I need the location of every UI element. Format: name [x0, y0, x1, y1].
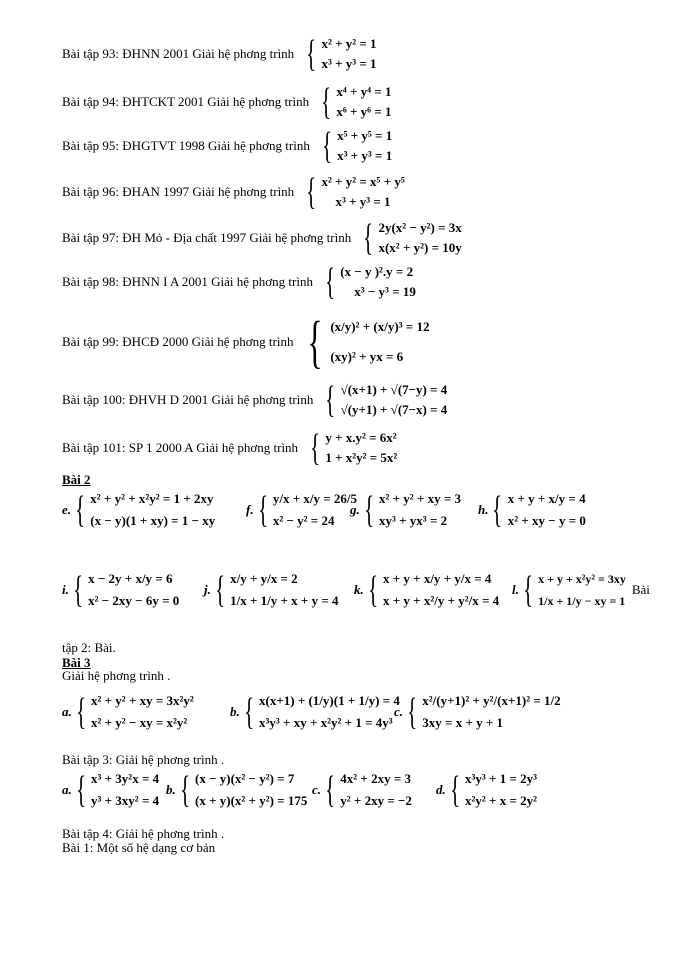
exercise-label: Bài tập 94: ĐHTCKT 2001 Giải hệ phơng trình — [62, 94, 310, 109]
equation-system: { x⁴ + y⁴ = 1 x⁶ + y⁶ = 1 — [321, 81, 392, 123]
equation-system: { √(x+1) + √(7−y) = 4 √(y+1) + √(7−x) = 4 — [325, 379, 448, 421]
system-f: f. { y/x + x/y = 26/5 x² − y² = 24 — [246, 489, 357, 531]
exercise-label: Bài tập 93: ĐHNN 2001 Giải hệ phơng trình — [62, 46, 295, 61]
system-h: h. { x + y + x/y = 4 x² + xy − y = 0 — [478, 489, 586, 531]
equation: x + y + x/y = 4 — [507, 491, 586, 506]
equation: x(x+1) + (1/y)(1 + 1/y) = 4 — [259, 693, 400, 708]
exercise-101 — [62, 428, 397, 468]
equation: y³ + 3xy² = 4 — [91, 793, 160, 808]
equation: y² + 2xy = −2 — [340, 793, 412, 808]
equation-system: { 2y(x² − y²) = 3x x(x² + y²) = 10y — [363, 217, 462, 259]
system-j: j. { x/y + y/x = 2 1/x + 1/y + x + y = 4 — [204, 569, 339, 611]
system-4d: d. { x³y³ + 1 = 2y³ x²y² + x = 2y² — [436, 769, 538, 811]
equation: x⁴ + y⁴ = 1 — [336, 84, 392, 99]
equation: (x/y)² + (x/y)³ = 12 — [330, 319, 430, 334]
exercise-100 — [62, 380, 447, 420]
exercise-label: Bài tập 96: ĐHAN 1997 Giải hệ phơng trình — [62, 184, 295, 199]
system-3c: c. { x²/(y+1)² + y²/(x+1)² = 1/2 3xy = x + y + 1 — [394, 691, 561, 733]
exercise-96 — [62, 172, 405, 212]
equation: x + y + x²/y + y²/x = 4 — [383, 593, 500, 608]
equation: y + x.y² = 6x² — [325, 430, 397, 445]
equation: 1 + x²y² = 5x² — [325, 450, 398, 465]
equation: y/x + x/y = 26/5 — [272, 491, 357, 506]
equation: x⁵ + y⁵ = 1 — [337, 128, 393, 143]
equation: x² − y² = 24 — [272, 513, 335, 528]
caption-bai-tap-3: Bài tập 3: Giải hệ phơng trình . — [62, 752, 225, 767]
equation: (x − y)(1 + xy) = 1 − xy — [90, 513, 216, 528]
exercise-label: Bài tập 95: ĐHGTVT 1998 Giải hệ phơng trình — [62, 138, 310, 153]
equation: x² + y² = 1 — [321, 36, 377, 51]
equation-system: { x² + y² = x⁵ + y⁵ x³ + y³ = 1 — [306, 171, 405, 213]
equation: x + y + x/y + y/x = 4 — [383, 571, 492, 586]
equation: x³ + y³ = 1 — [335, 194, 391, 209]
trailing-text: Bài — [631, 582, 650, 597]
system-3b: b. { x(x+1) + (1/y)(1 + 1/y) = 4 x³y³ + xy + x²y² + 1 = 4y³ — [230, 691, 400, 733]
exercise-93 — [62, 34, 377, 74]
equation-system: { x² + y² = 1 x³ + y³ = 1 — [306, 33, 377, 75]
equation: x³ − y³ = 19 — [354, 284, 416, 299]
section-bai-1: Bài 1: Một số hệ dạng cơ bản — [62, 840, 216, 855]
system-4c: c. { 4x² + 2xy = 3 y² + 2xy = −2 — [312, 769, 412, 811]
equation: xy³ + yx³ = 2 — [379, 513, 448, 528]
exercise-label: Bài tập 99: ĐHCĐ 2000 Giải hệ phơng trình — [62, 334, 294, 349]
equation-system: { (x − y )².y = 2 x³ − y³ = 19 — [325, 261, 416, 303]
equation: 2y(x² − y²) = 3x — [378, 220, 462, 235]
equation: 3xy = x + y + 1 — [422, 715, 504, 730]
equation: x² + y² + xy = 3 — [379, 491, 462, 506]
exercise-98 — [62, 262, 416, 302]
equation: x³y³ + xy + x²y² + 1 = 4y³ — [259, 715, 393, 730]
equation: x²y² + x = 2y² — [465, 793, 538, 808]
equation: 4x² + 2xy = 3 — [340, 771, 411, 786]
equation-system: { y + x.y² = 6x² 1 + x²y² = 5x² — [310, 427, 398, 469]
exercise-label: Bài tập 101: SP 1 2000 A Giải hệ phơng trình — [62, 440, 299, 455]
equation: x³ + y³ = 1 — [321, 56, 377, 71]
equation: (x − y )².y = 2 — [340, 264, 414, 279]
system-k: k. { x + y + x/y + y/x = 4 x + y + x²/y + y²/x = 4 — [354, 569, 500, 611]
equation-system: { (x/y)² + (x/y)³ = 12 (xy)² + yx = 6 — [307, 309, 430, 374]
equation: x³ + 3y²x = 4 — [91, 771, 160, 786]
caption-bai-tap-4: Bài tập 4: Giải hệ phơng trình . — [62, 826, 225, 841]
equation: x³ + y³ = 1 — [337, 148, 393, 163]
system-l: l. { x + y + x²y² = 3xy 1/x + 1/y − xy = 1 Bài — [512, 569, 650, 611]
exercise-94 — [62, 82, 391, 122]
equation: x(x² + y²) = 10y — [378, 240, 462, 255]
equation: (xy)² + yx = 6 — [330, 349, 404, 364]
equation: x² + y² = x⁵ + y⁵ — [321, 174, 405, 189]
exercise-label: Bài tập 98: ĐHNN I A 2001 Giải hệ phơng trình — [62, 274, 313, 289]
section-heading-bai-3: Bài 3 — [62, 655, 91, 670]
bai-2-footer: tập 2: Bài. — [62, 640, 116, 655]
system-4a: a. { x³ + 3y²x = 4 y³ + 3xy² = 4 — [62, 769, 160, 811]
equation: 1/x + 1/y − xy = 1 — [538, 594, 626, 608]
equation: x² + y² + xy = 3x²y² — [91, 693, 194, 708]
system-e: e. { x² + y² + x²y² = 1 + 2xy (x − y)(1 + xy) = 1 − xy — [62, 489, 216, 531]
exercise-99 — [62, 309, 430, 374]
exercise-95 — [62, 126, 392, 166]
bai-3-intro: Giải hệ phơng trình . — [62, 668, 171, 683]
section-heading-bai-2: Bài 2 — [62, 472, 91, 487]
equation: √(y+1) + √(7−x) = 4 — [340, 402, 448, 417]
equation-system: { x⁵ + y⁵ = 1 x³ + y³ = 1 — [321, 125, 393, 167]
equation: x + y + x²y² = 3xy — [538, 572, 626, 586]
equation: √(x+1) + √(7−y) = 4 — [340, 382, 448, 397]
equation: x²/(y+1)² + y²/(x+1)² = 1/2 — [422, 693, 561, 708]
system-3a: a. { x² + y² + xy = 3x²y² x² + y² − xy = x²y² — [62, 691, 194, 733]
equation: (x + y)(x² + y²) = 175 — [195, 793, 308, 808]
equation: x³y³ + 1 = 2y³ — [465, 771, 538, 786]
system-g: g. { x² + y² + xy = 3 xy³ + yx³ = 2 — [350, 489, 462, 531]
equation: x² − 2xy − 6y = 0 — [88, 593, 180, 608]
equation: x − 2y + x/y = 6 — [88, 571, 173, 586]
system-4b: b. { (x − y)(x² − y²) = 7 (x + y)(x² + y²) = 175 — [166, 769, 308, 811]
equation: x/y + y/x = 2 — [230, 571, 298, 586]
exercise-label: Bài tập 100: ĐHVH D 2001 Giải hệ phơng trình — [62, 392, 314, 407]
equation: 1/x + 1/y + x + y = 4 — [230, 593, 339, 608]
equation: (x − y)(x² − y²) = 7 — [195, 771, 295, 786]
exercise-97 — [62, 218, 462, 258]
exercise-label: Bài tập 97: ĐH Mỏ - Địa chất 1997 Giải hệ phơng trình — [62, 230, 352, 245]
equation: x⁶ + y⁶ = 1 — [336, 104, 392, 119]
system-i: i. { x − 2y + x/y = 6 x² − 2xy − 6y = 0 — [62, 569, 180, 611]
equation: x² + xy − y = 0 — [507, 513, 586, 528]
equation: x² + y² + x²y² = 1 + 2xy — [90, 491, 214, 506]
equation: x² + y² − xy = x²y² — [91, 715, 188, 730]
